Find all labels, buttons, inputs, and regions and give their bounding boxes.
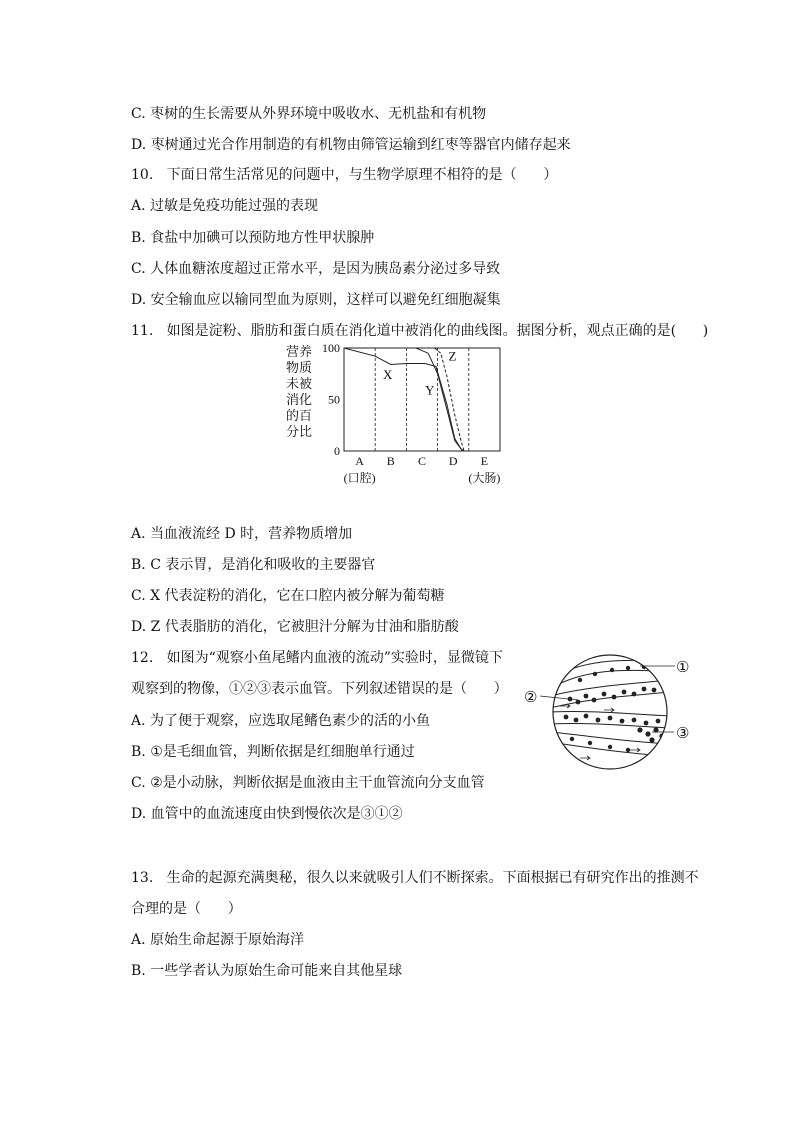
series-label-x: X <box>383 366 393 382</box>
q12-option-a: A. 为了便于观察，应选取尾鳍色素少的活的小鱼 <box>131 713 431 729</box>
chart-x-categories <box>344 454 501 485</box>
q13-option-a: A. 原始生命起源于原始海洋 <box>131 932 305 948</box>
q10-option-d: D. 安全输血应以输同型血为原则，这样可以避免红细胞凝集 <box>131 292 501 308</box>
q11-option-d: D. Z 代表脂肪的消化，它被胆汁分解为甘油和脂肪酸 <box>131 619 459 635</box>
x-category-C: C <box>417 454 427 468</box>
q10-option-b: B. 食盐中加碘可以预防地方性甲状腺肿 <box>131 230 375 246</box>
y-label-line: 未被 <box>286 376 313 391</box>
y-label-line: 营养 <box>286 344 313 359</box>
y-tick-label: 50 <box>328 392 340 407</box>
x-category-note-A: (口腔) <box>343 471 376 485</box>
y-label-line: 物质 <box>286 360 313 375</box>
q11-option-a: A. 当血液流经 D 时，营养物质增加 <box>131 526 353 542</box>
series-line-x <box>344 348 464 451</box>
question-13-line1: 13. 生命的起源充满奥秘，很久以来就吸引人们不断探索。下面根据已有研究作出的推测不 <box>131 870 699 886</box>
question-11: 11. 如图是淀粉、脂肪和蛋白质在消化道中被消化的曲线图。据图分析，观点正确的是( ) <box>131 323 709 339</box>
y-label-line: 消化 <box>286 392 313 407</box>
x-category-A: A <box>355 454 364 468</box>
q10-option-a: A. 过敏是免疫功能过强的表现 <box>131 198 319 214</box>
label-line-2 <box>540 696 578 700</box>
series-label-y: Y <box>425 382 435 398</box>
q11-option-b: B. C 表示胃，是消化和吸收的主要器官 <box>131 557 376 573</box>
q11-option-c: C. X 代表淀粉的消化，它在口腔内被分解为葡萄糖 <box>131 588 445 604</box>
q13-option-b: B. 一些学者认为原始生命可能来自其他星球 <box>131 963 403 979</box>
y-label-line: 的百 <box>286 408 313 423</box>
q12-option-b: B. ①是毛细血管，判断依据是红细胞单行通过 <box>131 744 415 760</box>
chart-y-ticks <box>322 341 340 458</box>
x-category-B: B <box>386 454 395 468</box>
q12-option-d: D. 血管中的血流速度由快到慢依次是③①② <box>131 806 403 822</box>
y-tick-label: 100 <box>322 341 340 355</box>
option-c-prev: C. 枣树的生长需要从外界环境中吸收水、无机盐和有机物 <box>131 106 487 122</box>
x-category-E: E <box>480 454 489 468</box>
series-label-z: Z <box>448 348 457 364</box>
question-12-line1: 12. 如图为“观察小鱼尾鳍内血液的流动”实验时，显微镜下 <box>131 650 503 666</box>
option-d-prev: D. 枣树通过光合作用制造的有机物由筛管运输到红枣等器官内储存起来 <box>131 137 571 153</box>
q10-option-c: C. 人体血糖浓度超过正常水平，是因为胰岛素分泌过多导致 <box>131 261 501 277</box>
chart-series <box>344 348 464 451</box>
vessel-label-2: ② <box>524 690 538 706</box>
y-label-line: 分比 <box>286 424 313 439</box>
y-tick-label: 0 <box>334 444 340 458</box>
vessel-label-1: ① <box>676 660 690 676</box>
x-category-note-E: (大肠) <box>468 471 501 485</box>
digestion-chart <box>280 340 510 490</box>
x-category-D: D <box>448 454 458 468</box>
vessel-label-3: ③ <box>676 726 690 742</box>
chart-y-label <box>286 344 312 439</box>
q12-option-c: C. ②是小动脉，判断依据是血液由主干血管流向分支血管 <box>131 775 485 791</box>
question-12-line2: 观察到的物像，①②③表示血管。下列叙述错误的是（ ） <box>131 681 508 697</box>
series-line-z <box>435 348 465 451</box>
microscope-view <box>520 650 700 775</box>
question-13-line2: 合理的是（ ） <box>131 901 242 917</box>
question-10: 10. 下面日常生活常见的问题中，与生物学原理不相符的是（ ） <box>131 167 558 183</box>
